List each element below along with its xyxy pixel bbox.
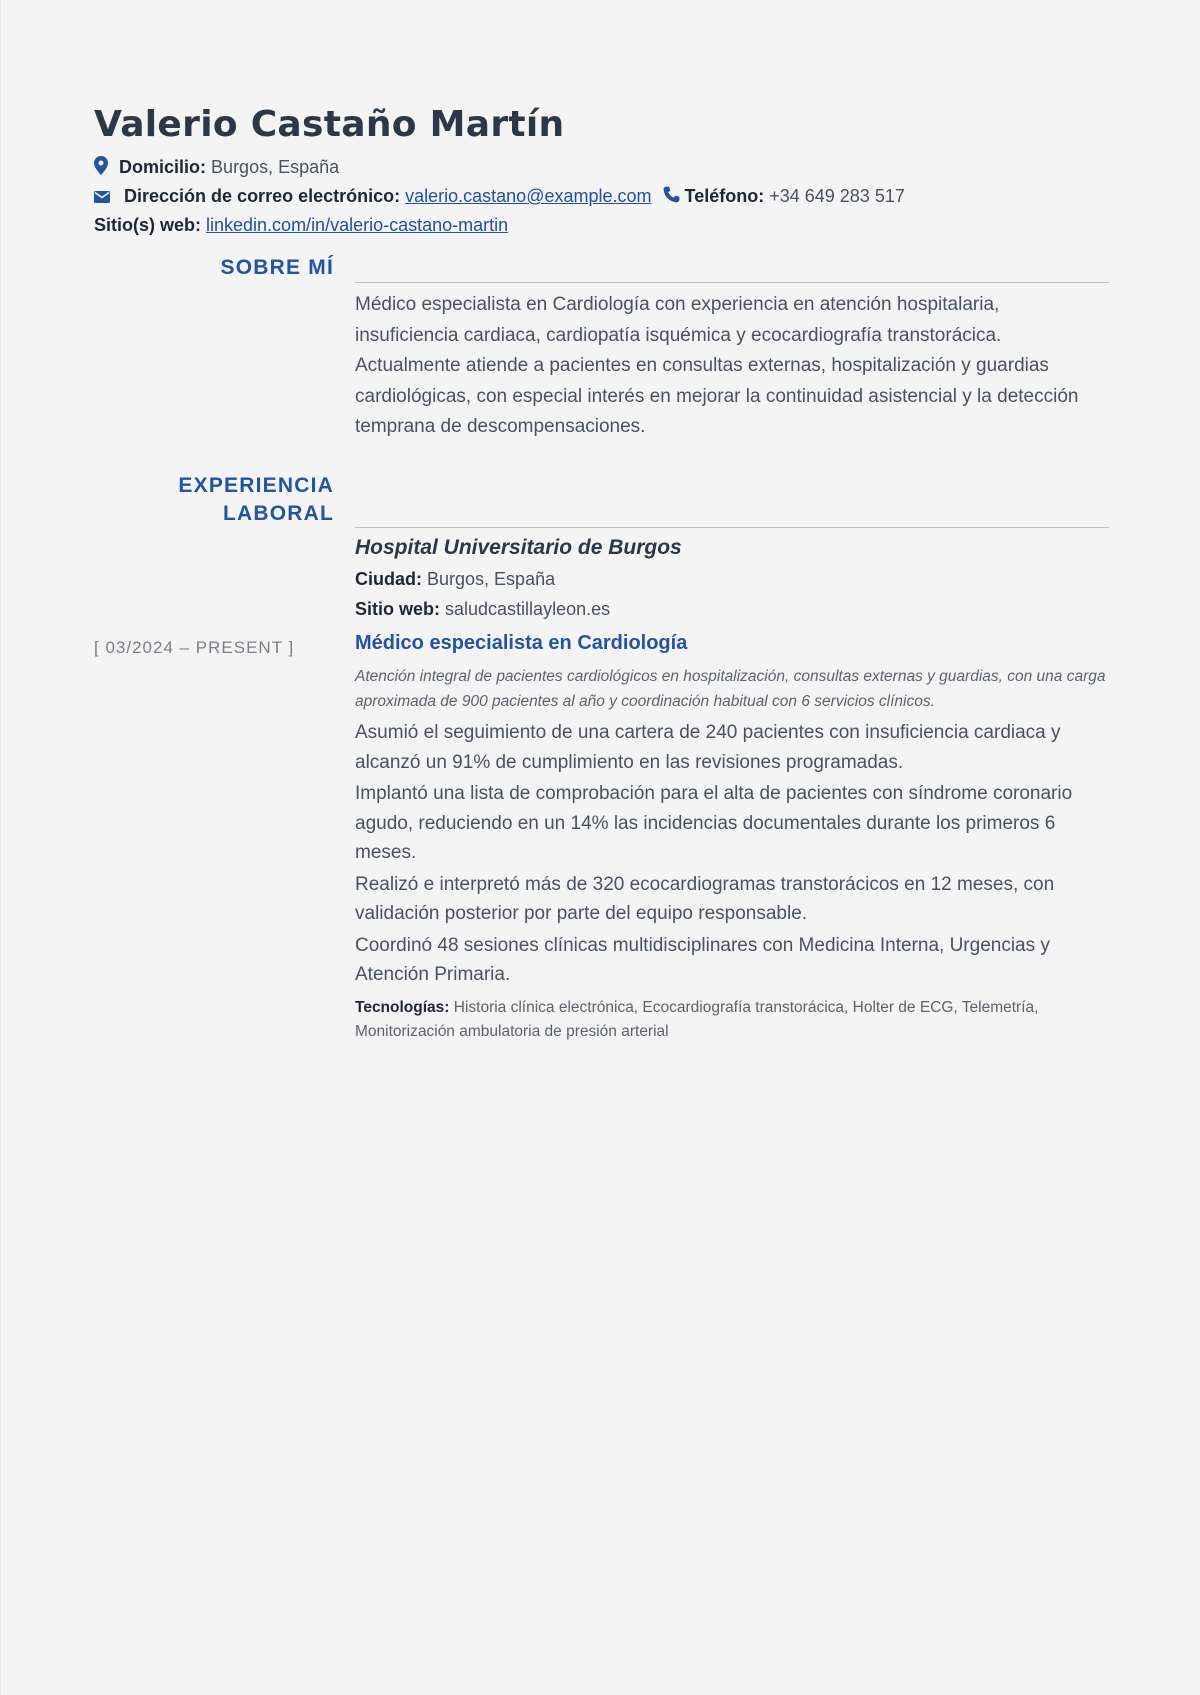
- achievement-item: Asumió el seguimiento de una cartera de 240 pacientes con insuficiencia cardiaca y alcanzó un 91% de cumplimiento en las revisiones programadas.: [355, 722, 1061, 773]
- email-label: Dirección de correo electrónico:: [124, 186, 401, 206]
- phone-icon: [663, 185, 680, 209]
- job-date-range: [ 03/2024 – PRESENT ]: [94, 638, 295, 657]
- city-value: Burgos, España: [427, 569, 556, 589]
- envelope-icon: [94, 185, 110, 209]
- technologies-value: Historia clínica electrónica, Ecocardiografía transtorácica, Holter de ECG, Telemetría, Monitorización ambulatoria de presión arterial: [355, 999, 1039, 1040]
- website-label: Sitio(s) web:: [94, 215, 201, 235]
- about-text: Médico especialista en Cardiología con experiencia en atención hospitalaria, insuficiencia cardiaca, cardiopatía isquémica y ecocardiografía transtorácica. Actualmente atiende a pacientes en consultas externas, hospitalización y guardias cardiológicas, con especial interés en mejorar la continuidad asistencial y la detección temprana de descompensaciones.: [355, 294, 1079, 437]
- address-value: Burgos, España: [211, 157, 340, 177]
- address-label: Domicilio:: [119, 157, 207, 177]
- employer-city: [355, 567, 555, 591]
- city-label: Ciudad:: [355, 569, 422, 589]
- achievement-item: Implantó una lista de comprobación para el alta de pacientes con síndrome coronario agudo, reduciendo en un 14% las incidencias documentales durante los primeros 6 meses.: [355, 783, 1073, 863]
- achievement-item: Coordinó 48 sesiones clínicas multidisciplinares con Medicina Interna, Urgencias y Atención Primaria.: [355, 934, 1050, 985]
- contact-line: [94, 184, 905, 209]
- achievement-item: Realizó e interpretó más de 320 ecocardiogramas transtorácicos en 12 meses, con validación posterior por parte del equipo responsable.: [355, 873, 1055, 924]
- website-link[interactable]: linkedin.com/in/valerio-castano-martin: [206, 215, 509, 235]
- experience-heading: [178, 472, 334, 528]
- about-divider: [355, 282, 1109, 283]
- job-summary: Atención integral de pacientes cardiológicos en hospitalización, consultas externas y guardias, con una carga aproximada de 900 pacientes al año y coordinación habitual con 6 servicios clínicos.: [355, 668, 1106, 710]
- employer-website-label: Sitio web:: [355, 599, 440, 619]
- employer-website-value: saludcastillayleon.es: [445, 599, 611, 619]
- candidate-name: Valerio Castaño Martín: [94, 104, 565, 145]
- employer-website: [355, 597, 610, 621]
- technologies: [355, 996, 1107, 1044]
- achievement-list: [355, 718, 1107, 992]
- phone-label: Teléfono:: [684, 186, 765, 206]
- technologies-label: Tecnologías:: [355, 999, 450, 1016]
- map-pin-icon: [94, 156, 108, 181]
- phone-value: +34 649 283 517: [769, 186, 905, 206]
- experience-heading-line1: EXPERIENCIA: [178, 474, 334, 497]
- email-link[interactable]: valerio.castano@example.com: [405, 186, 652, 206]
- website-line: [94, 213, 508, 237]
- employer-name: Hospital Universitario de Burgos: [355, 536, 682, 559]
- address-line: [94, 155, 339, 181]
- experience-divider: [355, 527, 1109, 528]
- about-heading: SOBRE MÍ: [220, 256, 334, 279]
- job-title: Médico especialista en Cardiología: [355, 632, 688, 654]
- experience-heading-line2: LABORAL: [222, 502, 334, 525]
